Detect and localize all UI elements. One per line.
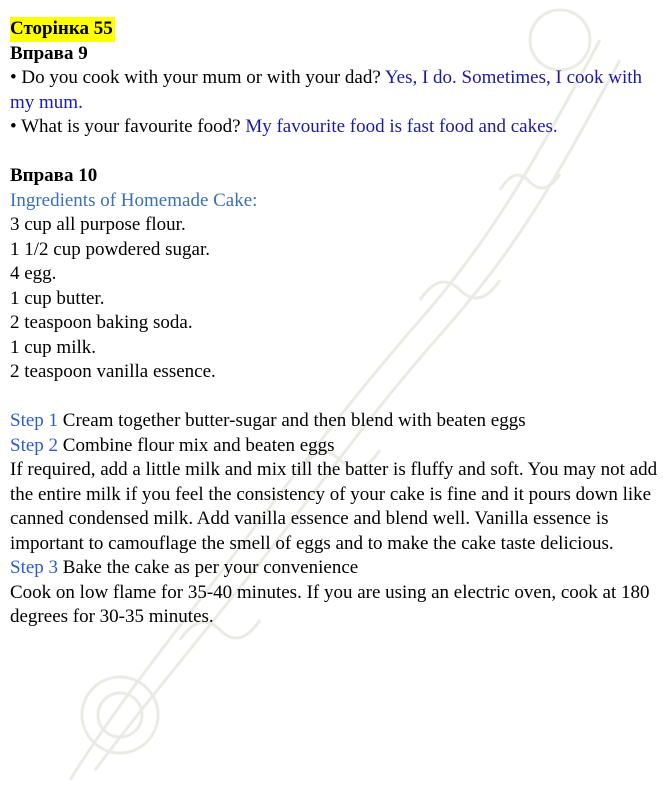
ingredient-item: 1 cup milk. (10, 336, 97, 358)
answer-text: My favourite food is fast food and cakes. (245, 116, 558, 137)
step-3-label: Step 3 (10, 557, 59, 578)
answer-text: Yes, I do. Sometimes, I cook with my mum. (10, 67, 643, 113)
step-3-text: Bake the cake as per your convenience (62, 557, 359, 578)
step-2-text: Combine flour mix and beaten eggs (62, 434, 335, 456)
ingredient-item: 3 cup all purpose flour. (10, 214, 186, 235)
step-1 (10, 409, 658, 434)
exercise-9-item (10, 66, 658, 115)
bullet: • (10, 67, 17, 88)
bullet: • (10, 116, 17, 137)
ingredient-item: 2 teaspoon baking soda. (10, 312, 193, 333)
ingredients-title: Ingredients of Homemade Cake: (10, 189, 258, 211)
question-text: Do you cook with your mum or with your dad? (21, 67, 381, 88)
ingredient-item: 2 teaspoon vanilla essence. (10, 361, 216, 382)
step-3 (10, 556, 658, 581)
exercise-9-heading: Вправа 9 (10, 42, 88, 64)
exercise-9-item (10, 115, 658, 140)
step-3-paragraph: Cook on low flame for 35-40 minutes. If you are using an electric oven, cook at 180 degrees for 30-35 minutes. (10, 581, 650, 627)
ingredient-item: 1 1/2 cup powdered sugar. (10, 238, 210, 260)
ingredient-item: 4 egg. (10, 263, 57, 284)
question-text: What is your favourite food? (21, 116, 241, 137)
page-title: Сторінка 55 (10, 17, 115, 42)
step-2 (10, 434, 658, 459)
document-page (10, 17, 658, 630)
step-2-label: Step 2 (10, 434, 59, 456)
ingredient-item: 1 cup butter. (10, 287, 105, 309)
step-1-label: Step 1 (10, 410, 59, 431)
step-1-text: Cream together butter-sugar and then blend with beaten eggs (62, 410, 526, 431)
step-2-paragraph: If required, add a little milk and mix till the batter is fluffy and soft. You may not add the entire milk if you feel the consistency of your cake is fine and it pours down like canned condensed milk. Add vanilla essence and blend well. Vanilla essence is important to camouflage the smell of eggs and to make the cake taste delicious. (10, 459, 658, 554)
exercise-10-heading: Вправа 10 (10, 165, 98, 186)
